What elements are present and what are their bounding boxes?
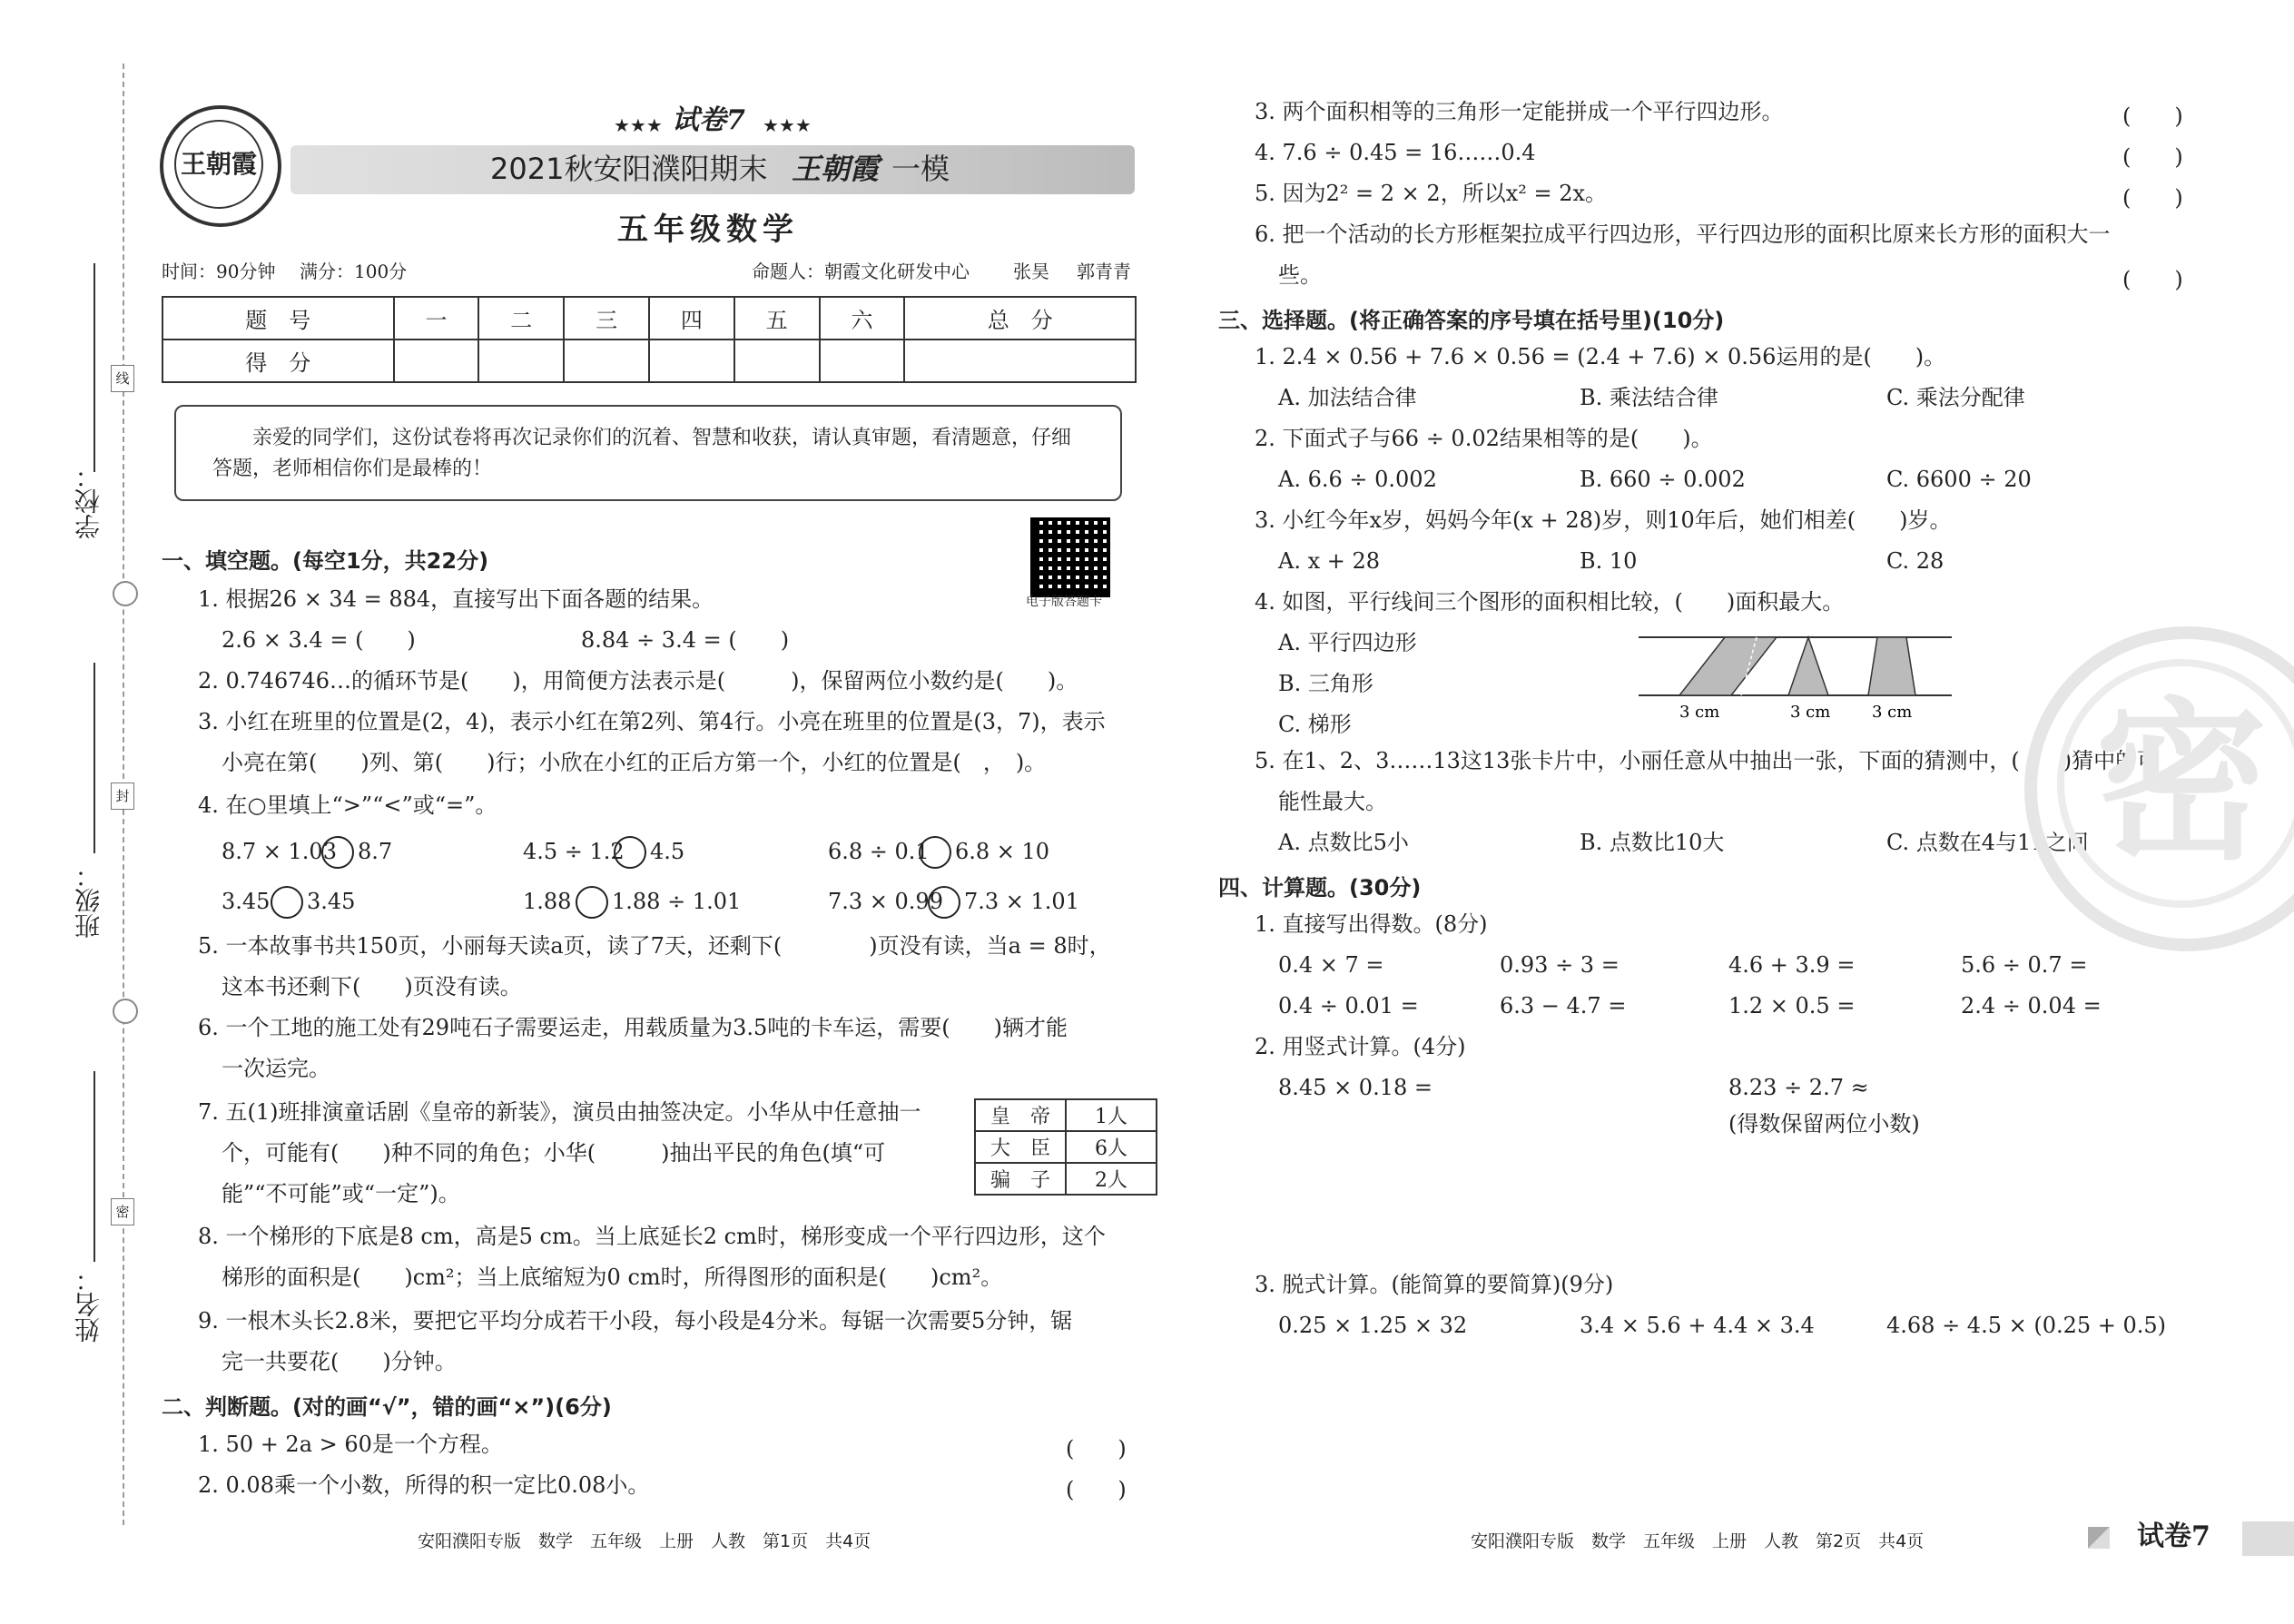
section-2-title: 二、判断题。(对的画“√”，错的画“×”)(6分) — [162, 1394, 612, 1420]
score-table — [162, 296, 1137, 383]
section-1-title: 一、填空题。(每空1分，共22分) — [162, 548, 489, 574]
vertical-calc-2-note: (得数保留两位小数) — [1728, 1111, 1920, 1137]
full-score: 满分：100分 — [300, 261, 408, 282]
author-person-2: 郭青青 — [1077, 261, 1131, 282]
footer-right: 安阳濮阳专版 数学 五年级 上册 人教 第2页 共4页 — [1471, 1531, 1925, 1551]
score-row-label: 得 分 — [162, 340, 394, 382]
compare-6-right: 7.3 × 1.01 — [964, 889, 1079, 914]
s3-q2: 2. 下面式子与66 ÷ 0.02结果相等的是( )。 — [1255, 426, 1713, 451]
name-label: 姓名： — [74, 1266, 103, 1343]
s3-q3: 3. 小红今年x岁，妈妈今年(x + 28)岁，则10年后，她们相差( )岁。 — [1255, 507, 1952, 533]
compare-4-left: 3.45 — [222, 889, 271, 914]
compare-2-left: 4.5 ÷ 1.2 — [523, 839, 625, 864]
calc-r2-c3: 1.2 × 0.5 = — [1728, 993, 1856, 1019]
exam-time: 时间：90分钟 — [162, 261, 276, 282]
exam-brand: 王朝霞 — [792, 152, 880, 186]
s3-q5-option-b[interactable]: B. 点数比10大 — [1580, 830, 1725, 855]
s1-q7-line3: 能”“不可能”或“一定”)。 — [222, 1181, 460, 1206]
role-row — [975, 1131, 1157, 1163]
watermark-seal-char: 密 — [2057, 659, 2294, 908]
qr-code[interactable] — [1030, 517, 1110, 597]
s3-q5-option-c[interactable]: C. 点数在4与11之间 — [1886, 830, 2089, 855]
class-underline — [94, 663, 95, 853]
role-name: 骗 子 — [975, 1163, 1066, 1195]
s3-q3-option-a[interactable]: A. x + 28 — [1278, 548, 1381, 574]
subject-title: 五年级数学 — [617, 212, 799, 248]
compare-circle-4[interactable] — [271, 886, 303, 919]
s1-q3-line1: 3. 小红在班里的位置是(2，4)，表示小红在第2列、第4行。小亮在班里的位置是(3，7)，表示 — [198, 709, 1106, 734]
score-cell[interactable] — [478, 340, 564, 382]
role-name: 大 臣 — [975, 1131, 1066, 1163]
score-cell[interactable] — [394, 340, 479, 382]
s3-q1-option-c[interactable]: C. 乘法分配律 — [1886, 385, 2025, 410]
score-table-score-row — [162, 340, 1136, 382]
s2-q3-answer[interactable]: ( ) — [2122, 103, 2183, 129]
exam-title-suffix: 一模 — [891, 152, 950, 186]
role-row — [975, 1163, 1157, 1195]
s1-q6-line2: 一次运完。 — [222, 1056, 330, 1081]
fig-label-1: 3 cm — [1679, 703, 1720, 722]
s3-q5-line2: 能性最大。 — [1278, 789, 1387, 814]
s3-q4-option-c[interactable]: C. 梯形 — [1278, 712, 1352, 737]
s2-q2-answer[interactable]: ( ) — [1066, 1477, 1127, 1502]
compare-5-right: 1.88 ÷ 1.01 — [612, 889, 742, 914]
s3-q4-option-b[interactable]: B. 三角形 — [1278, 671, 1373, 696]
stars-left: ★★★ — [614, 114, 663, 136]
role-count: 6人 — [1066, 1131, 1157, 1163]
author: 命题人：朝霞文化研发中心 — [752, 261, 970, 282]
compare-6-left: 7.3 × 0.99 — [828, 889, 943, 914]
fig-label-2: 3 cm — [1790, 703, 1831, 722]
parallel-lines-figure — [1634, 628, 1961, 726]
score-header-cell: 总 分 — [904, 297, 1136, 340]
footer-tag-decoration — [2088, 1527, 2110, 1549]
intro-text: 亲爱的同学们，这份试卷将再次记录你们的沉着、智慧和收获，请认真审题，看清题意，仔细答题，老师相信你们是最棒的！ — [212, 427, 1072, 480]
s1-q6-line1: 6. 一个工地的施工处有29吨石子需要运走，用载质量为3.5吨的卡车运，需要( )辆才能 — [198, 1015, 1068, 1040]
role-row — [975, 1099, 1157, 1131]
fig-label-3: 3 cm — [1872, 703, 1913, 722]
s4-q3: 3. 脱式计算。(能简算的要简算)(9分) — [1255, 1272, 1614, 1297]
section-3-title: 三、选择题。(将正确答案的序号填在括号里)(10分) — [1218, 308, 1725, 333]
binding-hole-2 — [113, 999, 138, 1024]
name-underline — [94, 1071, 95, 1262]
s1-q5-line1: 5. 一本故事书共150页，小丽每天读a页，读了7天，还剩下( )页没有读，当a = 8时， — [198, 933, 1111, 959]
s1-q8-line1: 8. 一个梯形的下底是8 cm，高是5 cm。当上底延长2 cm时，梯形变成一个平行四边形，这个 — [198, 1224, 1106, 1249]
calc-r1-c1: 0.4 × 7 = — [1278, 952, 1384, 978]
calc-r2-c1: 0.4 ÷ 0.01 = — [1278, 993, 1419, 1019]
stars-right: ★★★ — [763, 114, 812, 136]
score-header-cell: 一 — [394, 297, 479, 340]
score-header-cell: 五 — [734, 297, 820, 340]
compare-circle-2[interactable] — [614, 836, 646, 869]
compare-circle-1[interactable] — [321, 836, 354, 869]
s2-q1: 1. 50 + 2a > 60是一个方程。 — [198, 1432, 503, 1457]
compare-3-right: 6.8 × 10 — [955, 839, 1050, 864]
score-cell[interactable] — [564, 340, 649, 382]
section-4-title: 四、计算题。(30分) — [1218, 875, 1422, 901]
vertical-calc-1: 8.45 × 0.18 = — [1278, 1075, 1433, 1100]
s1-q7-line2: 个，可能有( )种不同的角色；小华( )抽出平民的角色(填“可 — [222, 1140, 886, 1166]
paper-tag: 试卷7 — [672, 104, 745, 136]
compare-2-right: 4.5 — [650, 839, 685, 864]
vertical-calc-2: 8.23 ÷ 2.7 ≈ — [1728, 1075, 1869, 1100]
seal-word-line: 线 — [111, 365, 134, 392]
school-underline — [94, 263, 95, 472]
trapezoid-shape — [1868, 637, 1915, 695]
s1-q2: 2. 0.746746…的循环节是( )，用简便方法表示是( )，保留两位小数约是( )。 — [198, 668, 1078, 694]
calc-r1-c2: 0.93 ÷ 3 = — [1500, 952, 1620, 978]
triangle-shape — [1788, 637, 1828, 695]
s2-q5: 5. 因为2² = 2 × 2，所以x² = 2x。 — [1255, 181, 1608, 206]
s1-q1b: 8.84 ÷ 3.4 = ( ) — [581, 627, 790, 653]
author-person-1: 张昊 — [1013, 261, 1049, 282]
s2-q4-answer[interactable]: ( ) — [2122, 144, 2183, 170]
brand-logo-text: 王朝霞 — [174, 120, 263, 209]
score-header-cell: 三 — [564, 297, 649, 340]
s1-q5-line2: 这本书还剩下( )页没有读。 — [222, 974, 522, 999]
s3-q3-option-c[interactable]: C. 28 — [1886, 548, 1944, 574]
school-label: 学校： — [74, 463, 103, 539]
watermark-seal — [2024, 626, 2294, 951]
s3-q2-option-a[interactable]: A. 6.6 ÷ 0.002 — [1278, 467, 1437, 492]
binding-hole-1 — [113, 581, 138, 606]
qr-caption: 电子版答题卡 — [1026, 595, 1102, 609]
parallelogram-shape — [1679, 637, 1777, 695]
s3-q5-line1: 5. 在1、2、3……13这13张卡片中，小丽任意从中抽出一张，下面的猜测中，( )猜中的可 — [1255, 748, 2160, 773]
calc-r2-c2: 6.3 − 4.7 = — [1500, 993, 1627, 1019]
footer-paper-tag: 试卷7 — [2137, 1521, 2210, 1552]
s1-q4: 4. 在○里填上“>”“<”或“=”。 — [198, 792, 497, 818]
compare-circle-3[interactable] — [919, 836, 951, 869]
s3-q4-option-a[interactable]: A. 平行四边形 — [1278, 630, 1417, 655]
s3-q2-option-b[interactable]: B. 660 ÷ 0.002 — [1580, 467, 1746, 492]
exam-title: 2021秋安阳濮阳期末 — [490, 152, 768, 186]
s3-q1-option-a[interactable]: A. 加法结合律 — [1278, 385, 1417, 410]
compare-1-left: 8.7 × 1.03 — [222, 839, 337, 864]
s1-q9-line2: 完一共要花( )分钟。 — [222, 1349, 457, 1374]
calc-r1-c3: 4.6 + 3.9 = — [1728, 952, 1856, 978]
s3-q1-option-b[interactable]: B. 乘法结合律 — [1580, 385, 1718, 410]
compare-5-left: 1.88 — [523, 889, 572, 914]
s2-q5-answer[interactable]: ( ) — [2122, 185, 2183, 211]
roles-table — [974, 1098, 1157, 1196]
score-cell[interactable] — [734, 340, 820, 382]
s2-q1-answer[interactable]: ( ) — [1066, 1436, 1127, 1462]
calc-r2-c4: 2.4 ÷ 0.04 = — [1961, 993, 2102, 1019]
score-cell[interactable] — [904, 340, 1136, 382]
s2-q2: 2. 0.08乘一个小数，所得的积一定比0.08小。 — [198, 1472, 650, 1498]
score-header-cell: 四 — [649, 297, 734, 340]
step-calc-3: 4.68 ÷ 4.5 × (0.25 + 0.5) — [1886, 1313, 2167, 1338]
step-calc-2: 3.4 × 5.6 + 4.4 × 3.4 — [1580, 1313, 1815, 1338]
role-count: 1人 — [1066, 1099, 1157, 1131]
score-header-cell: 六 — [820, 297, 905, 340]
s3-q1: 1. 2.4 × 0.56 + 7.6 × 0.56 = (2.4 + 7.6) × 0.56运用的是( )。 — [1255, 344, 1946, 369]
s2-q6-answer[interactable]: ( ) — [2122, 267, 2183, 292]
s3-q5-option-a[interactable]: A. 点数比5小 — [1278, 830, 1409, 855]
calc-r1-c4: 5.6 ÷ 0.7 = — [1961, 952, 2088, 978]
score-table-header-row — [162, 297, 1136, 340]
brand-logo — [160, 105, 281, 227]
seal-word-seal: 封 — [111, 782, 134, 810]
s3-q3-option-b[interactable]: B. 10 — [1580, 548, 1638, 574]
intro-scroll — [174, 405, 1122, 501]
s3-q2-option-c[interactable]: C. 6600 ÷ 20 — [1886, 467, 2032, 492]
footer-left: 安阳濮阳专版 数学 五年级 上册 人教 第1页 共4页 — [418, 1531, 871, 1551]
footer-tab — [2242, 1521, 2294, 1556]
compare-1-right: 8.7 — [358, 839, 393, 864]
compare-3-left: 6.8 ÷ 0.1 — [828, 839, 930, 864]
s2-q4: 4. 7.6 ÷ 0.45 = 16……0.4 — [1255, 140, 1536, 165]
s1-q8-line2: 梯形的面积是( )cm²；当上底缩短为0 cm时，所得图形的面积是( )cm²。 — [222, 1265, 1003, 1290]
s1-q3-line2: 小亮在第( )列、第( )行；小欣在小红的正后方第一个，小红的位置是( ， )。 — [222, 750, 1047, 775]
class-label: 班级： — [74, 862, 103, 939]
step-calc-1: 0.25 × 1.25 × 32 — [1278, 1313, 1468, 1338]
s4-q1: 1. 直接写出得数。(8分) — [1255, 911, 1488, 937]
s1-q1: 1. 根据26 × 34 = 884，直接写出下面各题的结果。 — [198, 586, 714, 612]
s2-q6-line2: 些。 — [1278, 262, 1322, 288]
score-header-cell: 二 — [478, 297, 564, 340]
seal-word-secret: 密 — [111, 1198, 134, 1225]
score-header-cell: 题 号 — [162, 297, 394, 340]
role-name: 皇 帝 — [975, 1099, 1066, 1131]
s2-q3: 3. 两个面积相等的三角形一定能拼成一个平行四边形。 — [1255, 99, 1784, 124]
s1-q1a: 2.6 × 3.4 = ( ) — [222, 627, 416, 653]
compare-4-right: 3.45 — [307, 889, 356, 914]
role-count: 2人 — [1066, 1163, 1157, 1195]
score-cell[interactable] — [649, 340, 734, 382]
score-cell[interactable] — [820, 340, 905, 382]
s1-q7-line1: 7. 五(1)班排演童话剧《皇帝的新装》，演员由抽签决定。小华从中任意抽一 — [198, 1099, 921, 1125]
compare-circle-5[interactable] — [576, 886, 608, 919]
s1-q9-line1: 9. 一根木头长2.8米，要把它平均分成若干小段，每小段是4分米。每锯一次需要5分钟，锯 — [198, 1308, 1073, 1334]
s3-q4: 4. 如图，平行线间三个图形的面积相比较，( )面积最大。 — [1255, 589, 1845, 615]
s4-q2: 2. 用竖式计算。(4分) — [1255, 1034, 1466, 1059]
s2-q6-line1: 6. 把一个活动的长方形框架拉成平行四边形，平行四边形的面积比原来长方形的面积大一 — [1255, 221, 2111, 247]
compare-circle-6[interactable] — [928, 886, 960, 919]
